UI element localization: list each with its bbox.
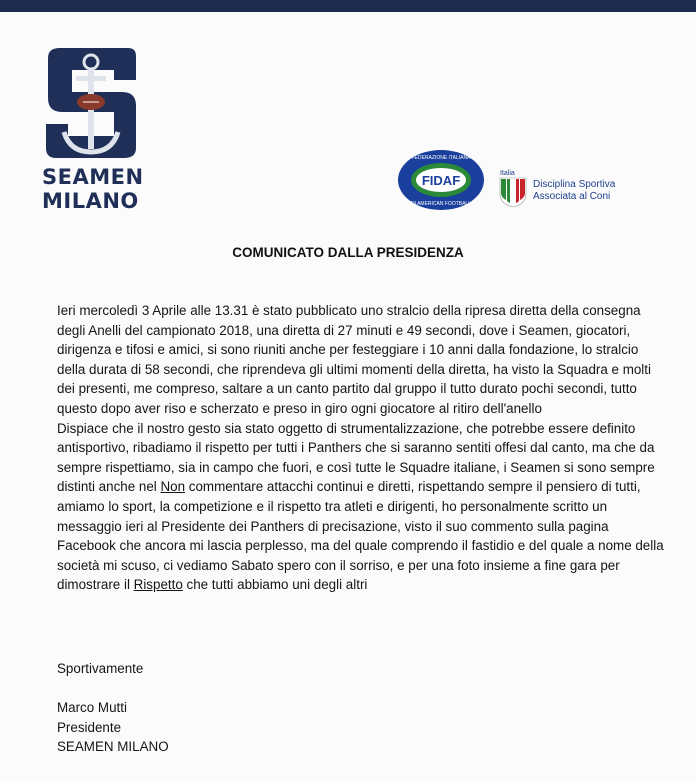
- logo-line-1: SEAMEN: [42, 165, 144, 189]
- paragraph-2-part-a: Dispiace che il nostro gesto sia stato oggetto di strumentalizzazione, che potrebbe essere definito antisportivo, ribadiamo il rispetto per tutti i Panthers che si saranno sentiti offesi dal canto, ma che da sempre rispettiamo, sia in campo che fuori, e così tutte le Squadre italiane, i Seamen si sono sempre distinti anche nel: [57, 420, 655, 495]
- fidaf-top-text: FEDERAZIONE ITALIANA: [411, 155, 471, 161]
- coni-italia-label: Italia: [500, 170, 515, 177]
- document-title: COMUNICATO DALLA PRESIDENZA: [232, 245, 464, 260]
- fidaf-center-text: FIDAF: [421, 173, 461, 188]
- underlined-non: Non: [160, 479, 186, 495]
- fidaf-logo-icon: [396, 148, 486, 212]
- signature-role: Presidente: [57, 719, 122, 735]
- signature-organization: SEAMEN MILANO: [57, 739, 169, 755]
- top-bar: [0, 0, 696, 12]
- closing-salutation: Sportivamente: [57, 661, 144, 676]
- coni-flag-icon: [498, 172, 528, 208]
- document-body: [57, 301, 669, 595]
- logo-line-2: MILANO: [42, 189, 139, 213]
- closing-block: [57, 659, 169, 757]
- signature-name: Marco Mutti: [57, 700, 127, 716]
- fidaf-bottom-text: DI AMERICAN FOOTBALL: [410, 201, 472, 207]
- paragraph-2: [57, 419, 669, 595]
- seamen-logo-text: [42, 165, 144, 213]
- paragraph-1: Ieri mercoledì 3 Aprile alle 13.31 è stato pubblicato uno stralcio della ripresa diretta della consegna degli Anelli del campionato 2018, una diretta di 27 minuti e 49 secondi, dove i Seamen, giocatori, dirigenza e tifosi e amici, si sono riuniti anche per festeggiare i 10 anni dalla fondazione, lo stralcio della durata di 58 secondi, che riprendeva gli ultimi momenti della diretta, ha visto la Squadra e molti dei presenti, me compreso, saltare a un canto partito dal gruppo il tutto durato pochi secondi, tutto questo dopo aver riso e scherzato e preso in giro ogni giocatore al ritiro dell'anello: [57, 303, 651, 416]
- paragraph-2-part-c: che tutti abbiamo uni degli altri: [182, 577, 368, 593]
- underlined-rispetto: Rispetto: [133, 577, 183, 593]
- coni-text: [533, 179, 615, 203]
- paragraph-2-part-b: commentare attacchi continui e diretti, rispettando sempre il pensiero di tutti, amiamo lo sport, la competizione e il rispetto tra atleti e dirigenti, ho personalmente scritto un messaggio ieri al Presidente dei Panthers di precisazione, visto il suo commento sulla pagina Facebook che ancora mi lascia perplesso, ma del quale comprendo il fastidio e del quale a nome della società mi scuso, ci vediamo Sabato spero con il sorriso, e per una foto insieme a fine gara per dimostrare il: [57, 479, 664, 593]
- coni-line-1: Disciplina Sportiva: [533, 179, 616, 190]
- coni-line-2: Associata al Coni: [533, 191, 611, 202]
